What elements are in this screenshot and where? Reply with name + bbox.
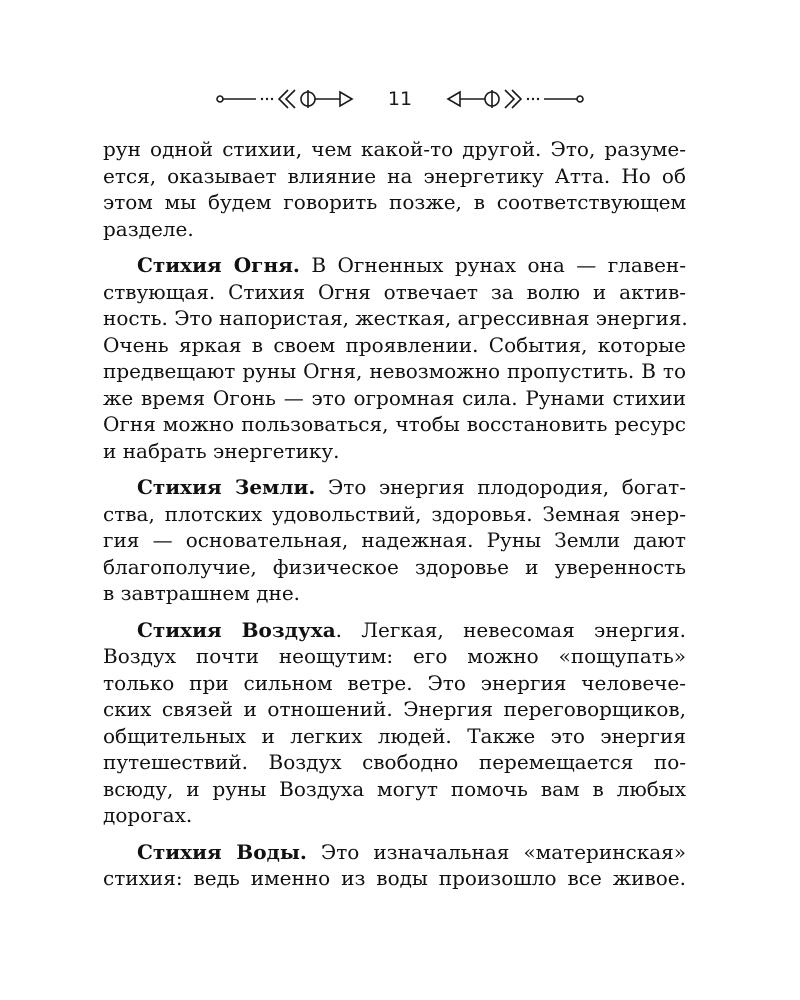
- text-line: Воздух почти неощутим: его можно «пощупать»: [103, 644, 686, 668]
- text-line: и набрать энергетику.: [103, 438, 340, 463]
- paragraph: [103, 136, 686, 242]
- text-line: Очень яркая в своем проявлении. События, которые: [103, 332, 686, 357]
- section-heading: Стихия Воды.: [137, 839, 307, 864]
- text-line: общительных и легких людей. Также это энергия: [103, 723, 686, 748]
- text-line: в завтрашнем дне.: [103, 581, 301, 605]
- page-number: 11: [387, 88, 413, 110]
- text-line: ских связей и отношений. Энергия переговорщиков,: [103, 697, 686, 721]
- text-line: ется, оказывает влияние на энергетику Атта. Но об: [103, 163, 686, 188]
- text-line: Стихия Воздуха. Легкая, невесомая энергия.: [137, 617, 686, 642]
- paragraph-fire: [103, 252, 686, 464]
- text-line: путешествий. Воздух свободно перемещается по-: [103, 750, 686, 774]
- text-line: Стихия Воды. Это изначальная «материнская»: [137, 839, 686, 864]
- text-line: ность. Это напористая, жесткая, агрессивная энергия.: [103, 306, 688, 330]
- paragraph-water: [103, 839, 686, 892]
- section-heading: Стихия Огня.: [137, 253, 300, 277]
- text-line: рун одной стихии, чем какой-то другой. Это, разуме-: [103, 137, 686, 161]
- body-text: [103, 136, 686, 892]
- text-line: гия — основательная, надежная. Руны Земли дают: [103, 528, 686, 552]
- text-line: Стихия Земли. Это энергия плодородия, богат-: [137, 475, 687, 499]
- page-header: [210, 82, 590, 118]
- text-line: ствующая. Стихия Огня отвечает за волю и актив-: [103, 279, 686, 304]
- text-line: ства, плотских удовольствий, здоровья. Земная энер-: [103, 501, 686, 526]
- text-line: же время Огонь — это огромная сила. Рунами стихии: [103, 385, 686, 410]
- text-line: Огня можно пользоваться, чтобы восстановить ресурс: [103, 412, 686, 436]
- text-line: предвещают руны Огня, невозможно пропустить. В то: [103, 359, 686, 383]
- text-line: дорогах.: [103, 803, 193, 827]
- text-line: Стихия Огня. В Огненных рунах она — главен-: [137, 253, 686, 277]
- text-line: стихия: ведь именно из воды произошло все живое.: [103, 866, 686, 890]
- section-heading: Стихия Земли.: [137, 475, 316, 499]
- text-line: только при сильном ветре. Это энергия человече-: [103, 670, 686, 695]
- section-heading: Стихия Воздуха: [137, 617, 336, 642]
- text-line: всюду, и руны Воздуха могут помочь вам в любых: [103, 776, 686, 801]
- text-line: разделе.: [103, 216, 194, 241]
- text-line: благополучие, физическое здоровье и уверенность: [103, 554, 686, 579]
- paragraph-earth: [103, 474, 686, 607]
- text-line: этом мы будем говорить позже, в соответствующем: [103, 190, 686, 214]
- paragraph-air: [103, 617, 686, 829]
